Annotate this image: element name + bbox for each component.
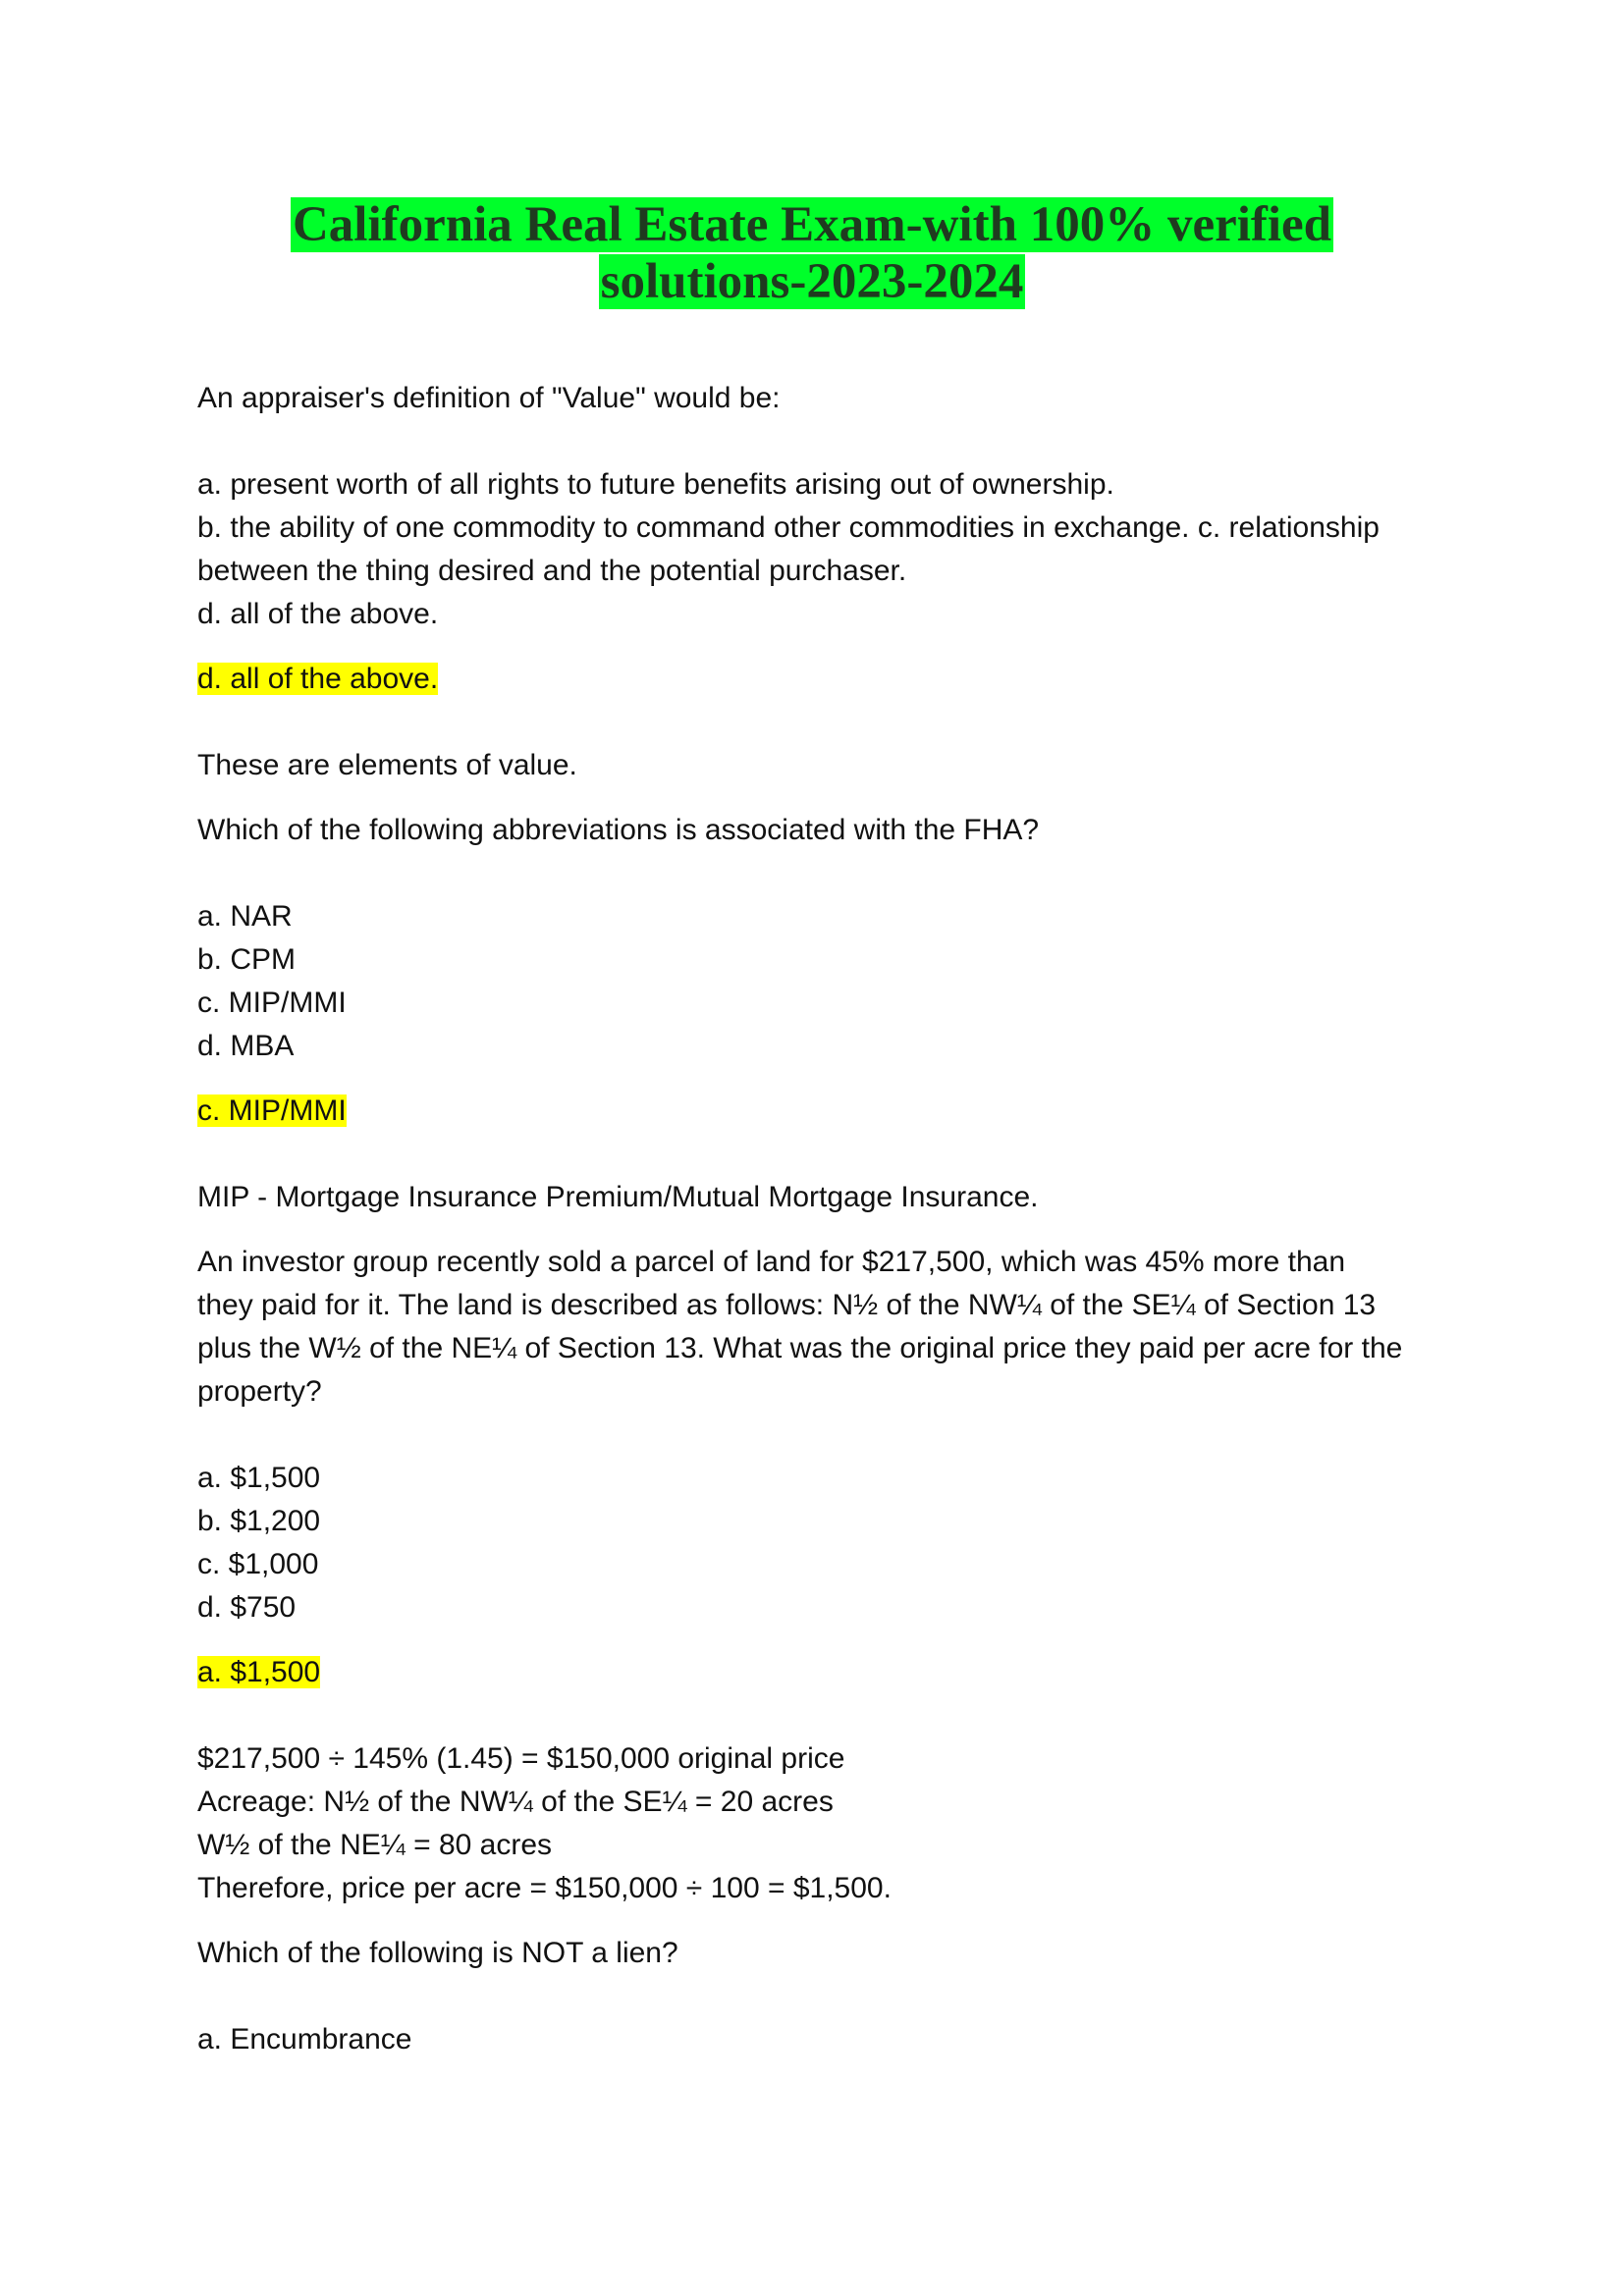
q3-explanation-line-4: Therefore, price per acre = $150,000 ÷ 100 = $1,500. <box>197 1872 892 1904</box>
q3-option-c: c. $1,000 <box>197 1548 319 1580</box>
q1-option-b-cont: between the thing desired and the potential purchaser. <box>197 555 907 587</box>
q3-explanation-line-2: Acreage: N½ of the NW¼ of the SE¼ = 20 acres <box>197 1786 834 1818</box>
q2-explanation: MIP - Mortgage Insurance Premium/Mutual Mortgage Insurance. <box>197 1181 1039 1213</box>
q3-option-a: a. $1,500 <box>197 1462 321 1494</box>
question-1: An appraiser's definition of "Value" would be: <box>197 382 781 414</box>
q4-option-a: a. Encumbrance <box>197 2023 412 2056</box>
q3-option-d: d. $750 <box>197 1591 297 1624</box>
title-line-2: solutions-2023-2024 <box>600 254 1024 309</box>
q1-option-a: a. present worth of all rights to future benefits arising out of ownership. <box>197 468 1114 501</box>
title-line-1: California Real Estate Exam-with 100% verified <box>292 197 1332 252</box>
q2-option-c: c. MIP/MMI <box>197 987 347 1019</box>
document-body <box>197 377 1435 2061</box>
q3-explanation-line-3: W½ of the NE¼ = 80 acres <box>197 1829 553 1861</box>
q3-explanation-line-1: $217,500 ÷ 145% (1.45) = $150,000 original price <box>197 1742 845 1775</box>
question-3-line-2: they paid for it. The land is described as follows: N½ of the NW¼ of the SE¼ of Section 13 <box>197 1289 1377 1321</box>
question-3-line-1: An investor group recently sold a parcel of land for $217,500, which was 45% more than <box>197 1246 1346 1278</box>
question-3-line-3: plus the W½ of the NE¼ of Section 13. What was the original price they paid per acre for the <box>197 1332 1403 1364</box>
q1-option-b: b. the ability of one commodity to command other commodities in exchange. c. relationship <box>197 511 1380 544</box>
q3-answer: a. $1,500 <box>197 1656 321 1688</box>
q1-answer: d. all of the above. <box>197 663 439 695</box>
q2-answer: c. MIP/MMI <box>197 1095 347 1127</box>
q2-option-b: b. CPM <box>197 943 297 976</box>
question-4: Which of the following is NOT a lien? <box>197 1937 678 1969</box>
q3-option-b: b. $1,200 <box>197 1505 321 1537</box>
document-title <box>0 196 1624 310</box>
q2-option-a: a. NAR <box>197 900 293 933</box>
question-3-line-4: property? <box>197 1375 322 1408</box>
q1-explanation: These are elements of value. <box>197 749 577 781</box>
q1-option-d: d. all of the above. <box>197 598 439 630</box>
q2-option-d: d. MBA <box>197 1030 295 1062</box>
question-2: Which of the following abbreviations is associated with the FHA? <box>197 814 1040 846</box>
